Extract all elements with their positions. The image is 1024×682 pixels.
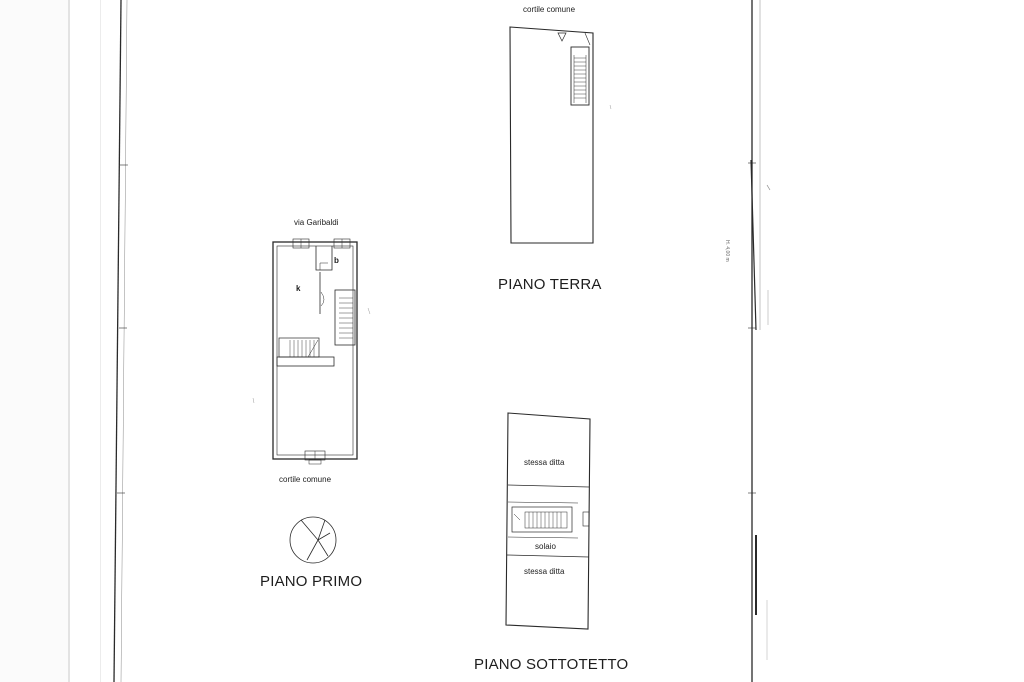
- sottotetto-upper-label: stessa ditta: [524, 458, 565, 467]
- sottotetto-mid-label: solaio: [535, 542, 556, 551]
- sheet-frame: [114, 0, 770, 682]
- piano-terra-plan: [510, 27, 611, 243]
- piano-primo-street-label: via Garibaldi: [294, 218, 339, 227]
- piano-terra-top-label: cortile comune: [523, 5, 576, 14]
- piano-sottotetto-plan: [506, 413, 590, 629]
- piano-primo-title: PIANO PRIMO: [260, 573, 363, 590]
- north-arrow-icon: [290, 517, 336, 563]
- piano-sottotetto-title: PIANO SOTTOTETTO: [474, 656, 629, 673]
- border-annotation: H. 4,00 m: [724, 240, 730, 262]
- room-b-label: b: [334, 256, 339, 265]
- piano-primo-plan: [253, 239, 370, 464]
- sottotetto-lower-label: stessa ditta: [524, 567, 565, 576]
- piano-primo-bottom-label: cortile comune: [279, 475, 332, 484]
- piano-terra-title: PIANO TERRA: [498, 276, 602, 293]
- room-k-label: k: [296, 284, 301, 293]
